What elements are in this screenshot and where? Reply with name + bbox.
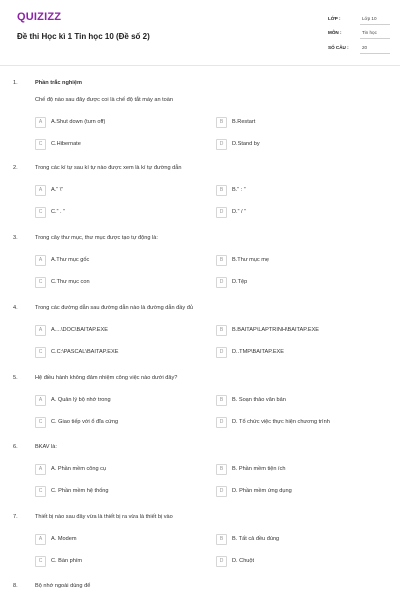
question-text: Hệ điều hành không đảm nhiệm công việc nào dưới đây? <box>35 375 178 381</box>
question-number: 4. <box>13 305 18 311</box>
answer-option-a[interactable] <box>35 255 210 266</box>
option-text: A. Modem <box>51 536 77 542</box>
meta-subject <box>328 28 388 40</box>
option-letter-box[interactable]: D <box>216 556 227 567</box>
option-text: D. Tổ chức việc thực hiện chương trình <box>232 419 330 425</box>
option-text: A. Phần mềm công cụ <box>51 466 107 472</box>
meta-question-count <box>328 43 388 55</box>
answer-option-a[interactable] <box>35 325 210 336</box>
option-text: C. Phần mềm hệ thống <box>51 488 109 494</box>
answer-option-d[interactable] <box>216 277 391 288</box>
option-letter-box[interactable]: A <box>35 534 46 545</box>
option-letter-box[interactable]: A <box>35 464 46 475</box>
answer-option-d[interactable] <box>216 347 391 358</box>
option-letter-box[interactable]: D <box>216 207 227 218</box>
option-letter-box[interactable]: C <box>35 486 46 497</box>
answer-option-c[interactable] <box>35 139 210 150</box>
option-text: D.Stand by <box>232 141 260 147</box>
answer-option-b[interactable] <box>216 325 391 336</box>
option-text: D.Tệp <box>232 279 248 285</box>
question-number: 5. <box>13 375 18 381</box>
option-text: C. Giao tiếp với ổ đĩa cứng <box>51 419 119 425</box>
question-number: 2. <box>13 165 18 171</box>
answer-option-b[interactable] <box>216 534 391 545</box>
section-heading: Phần trắc nghiệm <box>35 80 82 86</box>
option-text: D. Phần mềm ứng dụng <box>232 488 292 494</box>
answer-option-d[interactable] <box>216 207 391 218</box>
option-letter-box[interactable]: B <box>216 325 227 336</box>
meta-class-underline <box>360 24 390 25</box>
answer-option-b[interactable] <box>216 255 391 266</box>
meta-class-value: Lớp 10 <box>362 16 377 21</box>
option-letter-box[interactable]: B <box>216 534 227 545</box>
option-letter-box[interactable]: C <box>35 347 46 358</box>
option-letter-box[interactable]: C <box>35 556 46 567</box>
option-letter-box[interactable]: B <box>216 464 227 475</box>
answer-option-a[interactable] <box>35 534 210 545</box>
option-text: B. Soạn thảo văn bản <box>232 397 286 403</box>
option-text: A.Thư mục gốc <box>51 257 90 263</box>
option-letter-box[interactable]: C <box>35 417 46 428</box>
option-text: A. Quản lý bộ nhớ trong <box>51 397 111 403</box>
meta-subject-value: Tin học <box>362 30 377 35</box>
quizizz-logo: QUIZIZZ <box>17 11 62 23</box>
option-letter-box[interactable]: D <box>216 417 227 428</box>
answer-option-c[interactable] <box>35 486 210 497</box>
option-letter-box[interactable]: A <box>35 325 46 336</box>
question-text: Trong các đường dẫn sau đường dẫn nào là đường dẫn đầy đủ <box>35 305 193 311</box>
question-text: BKAV là: <box>35 444 57 450</box>
question-number: 8. <box>13 583 18 589</box>
option-text: C.Thư mục con <box>51 279 90 285</box>
answer-option-d[interactable] <box>216 417 391 428</box>
answer-option-c[interactable] <box>35 556 210 567</box>
option-letter-box[interactable]: A <box>35 117 46 128</box>
answer-option-b[interactable] <box>216 395 391 406</box>
option-text: A.“ \” <box>51 187 64 193</box>
option-letter-box[interactable]: B <box>216 185 227 196</box>
question-text: Thiết bị nào sau đây vừa là thiết bị ra vừa là thiết bị vào <box>35 514 173 520</box>
meta-count-underline <box>360 53 390 54</box>
option-text: A....\DOC\BAITAP.EXE <box>51 327 108 333</box>
meta-count-value: 20 <box>362 45 368 50</box>
option-letter-box[interactable]: A <box>35 185 46 196</box>
meta-class <box>328 14 388 26</box>
question-text: Trong các kí tự sau kí tự nào được xem là kí tự đường dẫn <box>35 165 182 171</box>
meta-class-label: LỚP : <box>328 16 341 21</box>
question-number: 1. <box>13 80 18 86</box>
option-text: D.“ / ” <box>232 209 246 215</box>
option-letter-box[interactable]: D <box>216 139 227 150</box>
option-letter-box[interactable]: D <box>216 347 227 358</box>
meta-count-label: SỐ CÂU : <box>328 45 349 50</box>
option-text: C.C:\PASCAL\BAITAP.EXE <box>51 349 119 355</box>
option-letter-box[interactable]: A <box>35 255 46 266</box>
option-text: B. Tất cả đều đúng <box>232 536 280 542</box>
answer-option-c[interactable] <box>35 347 210 358</box>
question-text: Chế độ nào sau đây được coi là chế độ tắt máy an toàn <box>35 97 174 103</box>
meta-subject-underline <box>360 38 390 39</box>
question-number: 7. <box>13 514 18 520</box>
answer-option-b[interactable] <box>216 464 391 475</box>
answer-option-c[interactable] <box>35 207 210 218</box>
answer-option-c[interactable] <box>35 277 210 288</box>
option-letter-box[interactable]: B <box>216 395 227 406</box>
option-text: D..TMP\BAITAP.EXE <box>232 349 285 355</box>
option-letter-box[interactable]: C <box>35 139 46 150</box>
answer-option-c[interactable] <box>35 417 210 428</box>
option-text: C.Hibernate <box>51 141 81 147</box>
page-title: Đề thi Học kì 1 Tin học 10 (Đề số 2) <box>17 32 150 41</box>
option-text: B. Phần mềm tiện ích <box>232 466 286 472</box>
option-letter-box[interactable]: C <box>35 207 46 218</box>
option-text: B.Restart <box>232 119 256 125</box>
answer-option-a[interactable] <box>35 395 210 406</box>
option-letter-box[interactable]: C <box>35 277 46 288</box>
answer-option-d[interactable] <box>216 139 391 150</box>
worksheet-header <box>0 0 400 66</box>
option-text: C. Bàn phím <box>51 558 83 564</box>
option-text: D. Chuột <box>232 558 255 564</box>
option-letter-box[interactable]: D <box>216 277 227 288</box>
option-text: B.Thư mục mẹ <box>232 257 270 263</box>
answer-option-b[interactable] <box>216 117 391 128</box>
answer-option-b[interactable] <box>216 185 391 196</box>
answer-option-a[interactable] <box>35 464 210 475</box>
option-letter-box[interactable]: A <box>35 395 46 406</box>
option-letter-box[interactable]: B <box>216 117 227 128</box>
question-text: Bộ nhớ ngoài dùng để <box>35 583 91 589</box>
meta-subject-label: MÔN : <box>328 30 342 35</box>
option-text: A.Shut down (turn off) <box>51 119 106 125</box>
answer-option-a[interactable] <box>35 185 210 196</box>
option-letter-box[interactable]: D <box>216 486 227 497</box>
option-text: C.“ . ” <box>51 209 65 215</box>
question-number: 3. <box>13 235 18 241</box>
answer-option-d[interactable] <box>216 556 391 567</box>
answer-option-d[interactable] <box>216 486 391 497</box>
option-letter-box[interactable]: B <box>216 255 227 266</box>
option-text: B.BAITAP\LAPTRINH\BAITAP.EXE <box>232 327 320 333</box>
question-text: Trong cây thư mục, thư mục được tạo tự động là: <box>35 235 158 241</box>
answer-option-a[interactable] <box>35 117 210 128</box>
question-number: 6. <box>13 444 18 450</box>
option-text: B.“ : ” <box>232 187 246 193</box>
